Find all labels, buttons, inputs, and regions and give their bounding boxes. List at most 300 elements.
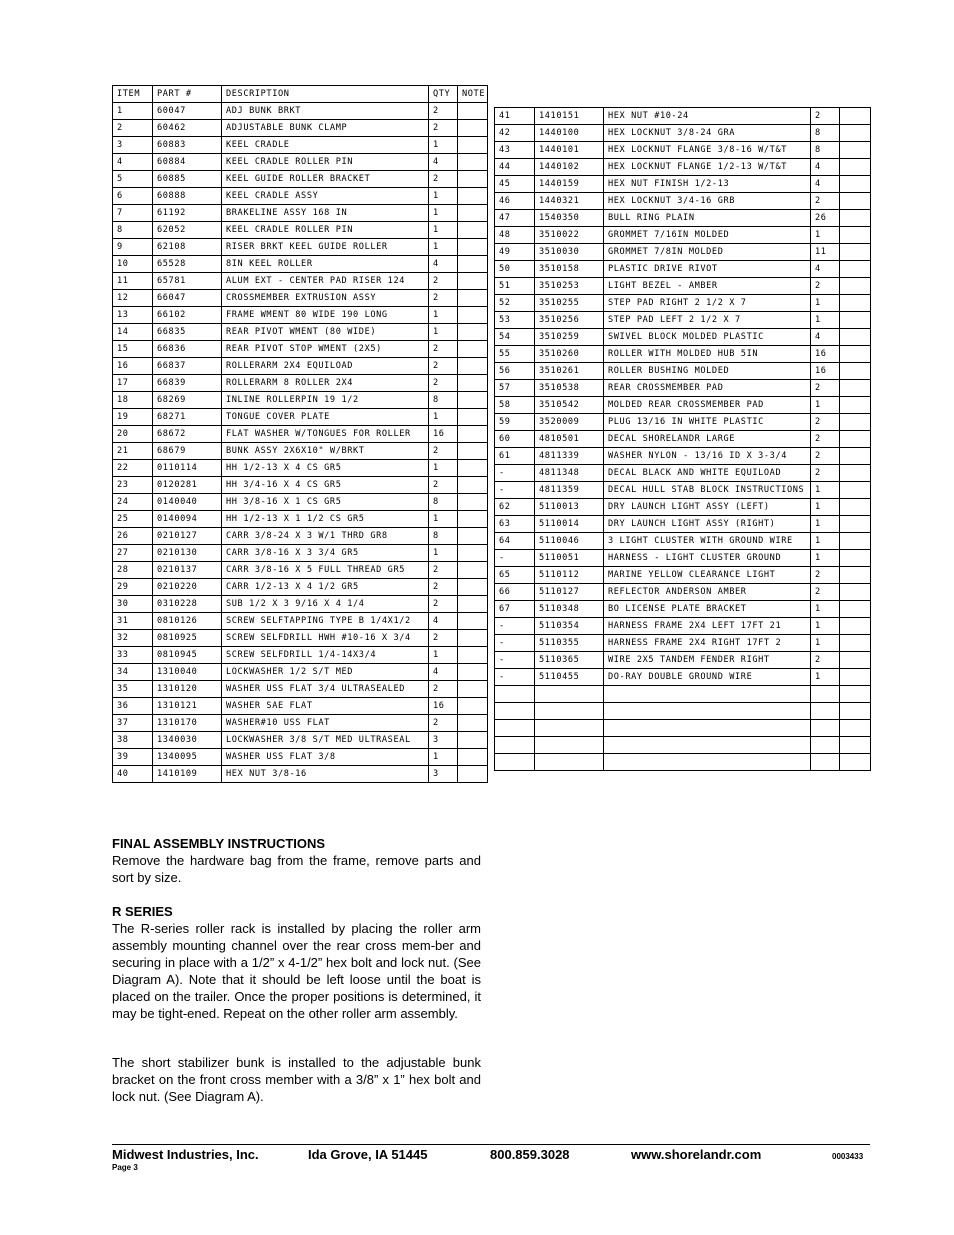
note-cell xyxy=(458,647,488,664)
qty-cell xyxy=(811,703,840,720)
table-row xyxy=(495,618,871,635)
part-number-cell: 5110348 xyxy=(535,601,604,618)
item-cell: 15 xyxy=(113,341,153,358)
item-cell: - xyxy=(495,550,535,567)
table-row xyxy=(495,244,871,261)
part-number-cell: 1410109 xyxy=(153,766,222,783)
item-cell: 3 xyxy=(113,137,153,154)
part-number-cell: 3510542 xyxy=(535,397,604,414)
note-cell xyxy=(840,703,871,720)
table-row xyxy=(495,176,871,193)
qty-cell: 1 xyxy=(429,205,458,222)
qty-cell: 8 xyxy=(811,142,840,159)
qty-cell: 2 xyxy=(429,715,458,732)
item-cell xyxy=(495,686,535,703)
header-part-number: PART # xyxy=(153,86,222,103)
note-cell xyxy=(840,108,871,125)
description-cell: ALUM EXT - CENTER PAD RISER 124 xyxy=(222,273,429,290)
description-cell: CARR 3/8-24 X 3 W/1 THRD GR8 xyxy=(222,528,429,545)
item-cell: 48 xyxy=(495,227,535,244)
note-cell xyxy=(458,579,488,596)
description-cell: KEEL CRADLE xyxy=(222,137,429,154)
table-row xyxy=(495,601,871,618)
qty-cell: 1 xyxy=(429,460,458,477)
table-row xyxy=(113,188,488,205)
item-cell xyxy=(495,703,535,720)
note-cell xyxy=(458,596,488,613)
table-row xyxy=(495,516,871,533)
note-cell xyxy=(458,511,488,528)
qty-cell: 1 xyxy=(811,618,840,635)
item-cell: - xyxy=(495,635,535,652)
part-number-cell: 5110051 xyxy=(535,550,604,567)
table-row xyxy=(495,533,871,550)
header-note: NOTE xyxy=(458,86,488,103)
description-cell: HEX NUT FINISH 1/2-13 xyxy=(604,176,811,193)
note-cell xyxy=(458,324,488,341)
note-cell xyxy=(458,613,488,630)
part-number-cell: 60047 xyxy=(153,103,222,120)
part-number-cell: 65781 xyxy=(153,273,222,290)
description-cell: RISER BRKT KEEL GUIDE ROLLER xyxy=(222,239,429,256)
note-cell xyxy=(840,754,871,771)
qty-cell: 2 xyxy=(429,120,458,137)
table-row xyxy=(495,193,871,210)
description-cell: HARNESS FRAME 2X4 RIGHT 17FT 2 xyxy=(604,635,811,652)
item-cell: 50 xyxy=(495,261,535,278)
r-series-heading: R SERIES xyxy=(112,904,173,919)
qty-cell: 2 xyxy=(811,465,840,482)
qty-cell: 1 xyxy=(429,222,458,239)
note-cell xyxy=(458,766,488,783)
qty-cell: 2 xyxy=(429,477,458,494)
item-cell: 24 xyxy=(113,494,153,511)
qty-cell: 2 xyxy=(811,380,840,397)
note-cell xyxy=(840,363,871,380)
description-cell: BRAKELINE ASSY 168 IN xyxy=(222,205,429,222)
table-row xyxy=(113,562,488,579)
part-number-cell: 66102 xyxy=(153,307,222,324)
table-row xyxy=(495,261,871,278)
qty-cell: 2 xyxy=(429,358,458,375)
note-cell xyxy=(458,681,488,698)
item-cell: 2 xyxy=(113,120,153,137)
table-row xyxy=(113,664,488,681)
item-cell: 4 xyxy=(113,154,153,171)
header-item: ITEM xyxy=(113,86,153,103)
part-number-cell: 60885 xyxy=(153,171,222,188)
note-cell xyxy=(840,431,871,448)
item-cell: 62 xyxy=(495,499,535,516)
item-cell: - xyxy=(495,652,535,669)
item-cell: 44 xyxy=(495,159,535,176)
item-cell: 1 xyxy=(113,103,153,120)
note-cell xyxy=(840,516,871,533)
note-cell xyxy=(840,244,871,261)
qty-cell: 4 xyxy=(429,256,458,273)
qty-cell: 2 xyxy=(811,584,840,601)
note-cell xyxy=(840,448,871,465)
note-cell xyxy=(840,261,871,278)
table-row xyxy=(113,647,488,664)
part-number-cell xyxy=(535,754,604,771)
item-cell: 34 xyxy=(113,664,153,681)
description-cell: CARR 3/8-16 X 5 FULL THREAD GR5 xyxy=(222,562,429,579)
table-row xyxy=(495,686,871,703)
part-number-cell: 0140094 xyxy=(153,511,222,528)
final-assembly-heading: FINAL ASSEMBLY INSTRUCTIONS xyxy=(112,836,326,851)
qty-cell: 3 xyxy=(429,766,458,783)
table-row xyxy=(113,732,488,749)
table-row xyxy=(495,567,871,584)
qty-cell: 16 xyxy=(429,426,458,443)
part-number-cell: 0810925 xyxy=(153,630,222,647)
qty-cell: 1 xyxy=(811,499,840,516)
table-row xyxy=(113,477,488,494)
item-cell: 19 xyxy=(113,409,153,426)
part-number-cell: 5110014 xyxy=(535,516,604,533)
note-cell xyxy=(840,329,871,346)
part-number-cell: 0140040 xyxy=(153,494,222,511)
part-number-cell: 5110127 xyxy=(535,584,604,601)
part-number-cell xyxy=(535,703,604,720)
description-cell: ROLLERARM 8 ROLLER 2X4 xyxy=(222,375,429,392)
description-cell: WASHER USS FLAT 3/4 ULTRASEALED xyxy=(222,681,429,698)
qty-cell: 1 xyxy=(429,749,458,766)
part-number-cell: 4810501 xyxy=(535,431,604,448)
description-cell: KEEL CRADLE ROLLER PIN xyxy=(222,222,429,239)
footer-divider xyxy=(112,1144,870,1145)
part-number-cell: 60462 xyxy=(153,120,222,137)
note-cell xyxy=(458,171,488,188)
description-cell: DRY LAUNCH LIGHT ASSY (LEFT) xyxy=(604,499,811,516)
table-row xyxy=(495,210,871,227)
footer-website: www.shorelandr.com xyxy=(631,1147,762,1162)
part-number-cell: 68672 xyxy=(153,426,222,443)
part-number-cell: 0210127 xyxy=(153,528,222,545)
qty-cell xyxy=(811,720,840,737)
note-cell xyxy=(458,732,488,749)
description-cell: ROLLERARM 2X4 EQUILOAD xyxy=(222,358,429,375)
description-cell: BO LICENSE PLATE BRACKET xyxy=(604,601,811,618)
description-cell: SCREW SELFTAPPING TYPE B 1/4X1/2 xyxy=(222,613,429,630)
description-cell: SWIVEL BLOCK MOLDED PLASTIC xyxy=(604,329,811,346)
note-cell xyxy=(458,375,488,392)
table-row xyxy=(113,341,488,358)
note-cell xyxy=(840,159,871,176)
part-number-cell: 60883 xyxy=(153,137,222,154)
description-cell: REAR PIVOT WMENT (80 WIDE) xyxy=(222,324,429,341)
footer-doc-code: 0003433 xyxy=(832,1152,864,1161)
qty-cell: 16 xyxy=(811,346,840,363)
description-cell: HEX LOCKNUT FLANGE 1/2-13 W/T&T xyxy=(604,159,811,176)
header-qty: QTY xyxy=(429,86,458,103)
item-cell: 9 xyxy=(113,239,153,256)
table-row xyxy=(113,630,488,647)
table-row xyxy=(495,363,871,380)
table-header-row xyxy=(113,86,488,103)
qty-cell: 1 xyxy=(429,307,458,324)
part-number-cell: 66837 xyxy=(153,358,222,375)
part-number-cell: 5110355 xyxy=(535,635,604,652)
qty-cell: 2 xyxy=(429,273,458,290)
qty-cell: 1 xyxy=(811,533,840,550)
part-number-cell: 3510261 xyxy=(535,363,604,380)
item-cell: 16 xyxy=(113,358,153,375)
note-cell xyxy=(840,533,871,550)
part-number-cell: 1440159 xyxy=(535,176,604,193)
note-cell xyxy=(840,142,871,159)
table-row xyxy=(495,499,871,516)
part-number-cell: 1440321 xyxy=(535,193,604,210)
item-cell: 39 xyxy=(113,749,153,766)
note-cell xyxy=(458,715,488,732)
part-number-cell: 1340095 xyxy=(153,749,222,766)
item-cell: 18 xyxy=(113,392,153,409)
item-cell: 13 xyxy=(113,307,153,324)
header-description: DESCRIPTION xyxy=(222,86,429,103)
description-cell: REFLECTOR ANDERSON AMBER xyxy=(604,584,811,601)
item-cell: - xyxy=(495,482,535,499)
item-cell: 6 xyxy=(113,188,153,205)
description-cell: DECAL HULL STAB BLOCK INSTRUCTIONS xyxy=(604,482,811,499)
description-cell: HARNESS FRAME 2X4 LEFT 17FT 21 xyxy=(604,618,811,635)
item-cell: 46 xyxy=(495,193,535,210)
part-number-cell: 1440100 xyxy=(535,125,604,142)
table-row xyxy=(113,545,488,562)
description-cell xyxy=(604,754,811,771)
item-cell: 59 xyxy=(495,414,535,431)
part-number-cell: 5110455 xyxy=(535,669,604,686)
item-cell: 8 xyxy=(113,222,153,239)
item-cell: 67 xyxy=(495,601,535,618)
table-row xyxy=(113,273,488,290)
item-cell: 29 xyxy=(113,579,153,596)
note-cell xyxy=(458,290,488,307)
note-cell xyxy=(458,749,488,766)
description-cell: LOCKWASHER 3/8 S/T MED ULTRASEAL xyxy=(222,732,429,749)
table-row xyxy=(113,698,488,715)
description-cell: KEEL GUIDE ROLLER BRACKET xyxy=(222,171,429,188)
part-number-cell: 0310228 xyxy=(153,596,222,613)
part-number-cell: 62108 xyxy=(153,239,222,256)
part-number-cell: 5110046 xyxy=(535,533,604,550)
table-row xyxy=(495,482,871,499)
item-cell: - xyxy=(495,618,535,635)
qty-cell: 1 xyxy=(811,295,840,312)
item-cell: 56 xyxy=(495,363,535,380)
item-cell: 35 xyxy=(113,681,153,698)
table-row xyxy=(495,737,871,754)
table-row xyxy=(113,511,488,528)
description-cell: ROLLER BUSHING MOLDED xyxy=(604,363,811,380)
note-cell xyxy=(840,210,871,227)
part-number-cell: 1310040 xyxy=(153,664,222,681)
part-number-cell: 3510538 xyxy=(535,380,604,397)
item-cell: 11 xyxy=(113,273,153,290)
description-cell xyxy=(604,703,811,720)
qty-cell: 1 xyxy=(811,635,840,652)
qty-cell: 2 xyxy=(811,278,840,295)
part-number-cell: 1440101 xyxy=(535,142,604,159)
final-assembly-section xyxy=(112,835,481,886)
description-cell: DECAL BLACK AND WHITE EQUILOAD xyxy=(604,465,811,482)
part-number-cell: 3510253 xyxy=(535,278,604,295)
note-cell xyxy=(840,618,871,635)
description-cell: 8IN KEEL ROLLER xyxy=(222,256,429,273)
item-cell: 25 xyxy=(113,511,153,528)
item-cell: 10 xyxy=(113,256,153,273)
qty-cell: 4 xyxy=(811,329,840,346)
note-cell xyxy=(458,528,488,545)
qty-cell: 1 xyxy=(429,137,458,154)
table-row xyxy=(495,431,871,448)
parts-table-left xyxy=(112,85,488,783)
table-row xyxy=(113,613,488,630)
item-cell: 5 xyxy=(113,171,153,188)
note-cell xyxy=(840,176,871,193)
table-row xyxy=(113,358,488,375)
part-number-cell: 62052 xyxy=(153,222,222,239)
qty-cell: 4 xyxy=(429,154,458,171)
qty-cell: 2 xyxy=(429,171,458,188)
table-row xyxy=(113,205,488,222)
note-cell xyxy=(840,601,871,618)
note-cell xyxy=(840,295,871,312)
qty-cell: 2 xyxy=(429,579,458,596)
qty-cell: 1 xyxy=(429,511,458,528)
table-row xyxy=(495,125,871,142)
note-cell xyxy=(458,443,488,460)
note-cell xyxy=(840,652,871,669)
qty-cell: 1 xyxy=(811,227,840,244)
qty-cell xyxy=(811,686,840,703)
qty-cell: 1 xyxy=(811,397,840,414)
note-cell xyxy=(458,307,488,324)
r-series-section xyxy=(112,903,481,1022)
part-number-cell: 0120281 xyxy=(153,477,222,494)
item-cell: 23 xyxy=(113,477,153,494)
qty-cell: 4 xyxy=(811,176,840,193)
description-cell: KEEL CRADLE ROLLER PIN xyxy=(222,154,429,171)
qty-cell: 2 xyxy=(429,375,458,392)
description-cell: HEX NUT #10-24 xyxy=(604,108,811,125)
item-cell: 66 xyxy=(495,584,535,601)
part-number-cell xyxy=(535,720,604,737)
table-row xyxy=(113,766,488,783)
part-number-cell: 68269 xyxy=(153,392,222,409)
part-number-cell: 66839 xyxy=(153,375,222,392)
description-cell: DRY LAUNCH LIGHT ASSY (RIGHT) xyxy=(604,516,811,533)
table-row xyxy=(495,550,871,567)
qty-cell: 16 xyxy=(429,698,458,715)
item-cell: 47 xyxy=(495,210,535,227)
table-row xyxy=(495,312,871,329)
item-cell: 38 xyxy=(113,732,153,749)
qty-cell: 1 xyxy=(811,669,840,686)
note-cell xyxy=(458,562,488,579)
note-cell xyxy=(458,630,488,647)
description-cell: SCREW SELFDRILL 1/4-14X3/4 xyxy=(222,647,429,664)
item-cell: 37 xyxy=(113,715,153,732)
table-row xyxy=(113,222,488,239)
part-number-cell: 65528 xyxy=(153,256,222,273)
item-cell: 7 xyxy=(113,205,153,222)
item-cell: 17 xyxy=(113,375,153,392)
note-cell xyxy=(840,312,871,329)
part-number-cell: 3510259 xyxy=(535,329,604,346)
table-row xyxy=(495,278,871,295)
parts-table-right xyxy=(494,107,871,771)
item-cell: 58 xyxy=(495,397,535,414)
item-cell xyxy=(495,720,535,737)
part-number-cell: 3510260 xyxy=(535,346,604,363)
qty-cell: 2 xyxy=(429,103,458,120)
note-cell xyxy=(458,205,488,222)
description-cell: INLINE ROLLERPIN 19 1/2 xyxy=(222,392,429,409)
qty-cell xyxy=(811,737,840,754)
description-cell: GROMMET 7/16IN MOLDED xyxy=(604,227,811,244)
item-cell: - xyxy=(495,669,535,686)
note-cell xyxy=(840,414,871,431)
footer-page-number: Page 3 xyxy=(112,1163,138,1172)
note-cell xyxy=(458,137,488,154)
qty-cell: 4 xyxy=(429,664,458,681)
item-cell: 20 xyxy=(113,426,153,443)
part-number-cell: 1310121 xyxy=(153,698,222,715)
qty-cell: 11 xyxy=(811,244,840,261)
description-cell: ADJ BUNK BRKT xyxy=(222,103,429,120)
note-cell xyxy=(458,460,488,477)
description-cell: SCREW SELFDRILL HWH #10-16 X 3/4 xyxy=(222,630,429,647)
part-number-cell: 3510256 xyxy=(535,312,604,329)
stabilizer-text: The short stabilizer bunk is installed to the adjustable bunk bracket on the front cross member with a 3/8” x 1” hex bolt and lock nut. (See Diagram A). xyxy=(112,1055,481,1104)
description-cell: HEX LOCKNUT 3/4-16 GRB xyxy=(604,193,811,210)
qty-cell: 1 xyxy=(429,188,458,205)
description-cell: WASHER#10 USS FLAT xyxy=(222,715,429,732)
r-series-text: The R-series roller rack is installed by placing the roller arm assembly mounting channel over the rear cross mem-ber and securing in place with a 1/2” x 4-1/2” hex bolt and lock nut. (See Diagram A). Note that it should be left loose until the boat is placed on the trailer. Once the proper positions is determined, it may be tight-ened. Repeat on the other roller arm assembly. xyxy=(112,921,481,1021)
note-cell xyxy=(458,239,488,256)
description-cell: PLUG 13/16 IN WHITE PLASTIC xyxy=(604,414,811,431)
description-cell: CARR 1/2-13 X 4 1/2 GR5 xyxy=(222,579,429,596)
description-cell: SUB 1/2 X 3 9/16 X 4 1/4 xyxy=(222,596,429,613)
footer-location: Ida Grove, IA 51445 xyxy=(308,1147,428,1162)
description-cell: MOLDED REAR CROSSMEMBER PAD xyxy=(604,397,811,414)
part-number-cell: 5110365 xyxy=(535,652,604,669)
item-cell: 61 xyxy=(495,448,535,465)
table-row xyxy=(113,596,488,613)
qty-cell: 8 xyxy=(429,528,458,545)
part-number-cell: 60888 xyxy=(153,188,222,205)
part-number-cell: 3520009 xyxy=(535,414,604,431)
qty-cell: 4 xyxy=(429,613,458,630)
description-cell: BULL RING PLAIN xyxy=(604,210,811,227)
table-row xyxy=(113,324,488,341)
table-row xyxy=(113,426,488,443)
qty-cell: 2 xyxy=(811,567,840,584)
description-cell: LOCKWASHER 1/2 S/T MED xyxy=(222,664,429,681)
table-row xyxy=(113,375,488,392)
note-cell xyxy=(840,380,871,397)
table-row xyxy=(495,669,871,686)
description-cell: DO-RAY DOUBLE GROUND WIRE xyxy=(604,669,811,686)
part-number-cell: 3510255 xyxy=(535,295,604,312)
note-cell xyxy=(458,664,488,681)
item-cell: 14 xyxy=(113,324,153,341)
part-number-cell: 5110112 xyxy=(535,567,604,584)
description-cell: HH 3/8-16 X 1 CS GR5 xyxy=(222,494,429,511)
item-cell: 36 xyxy=(113,698,153,715)
